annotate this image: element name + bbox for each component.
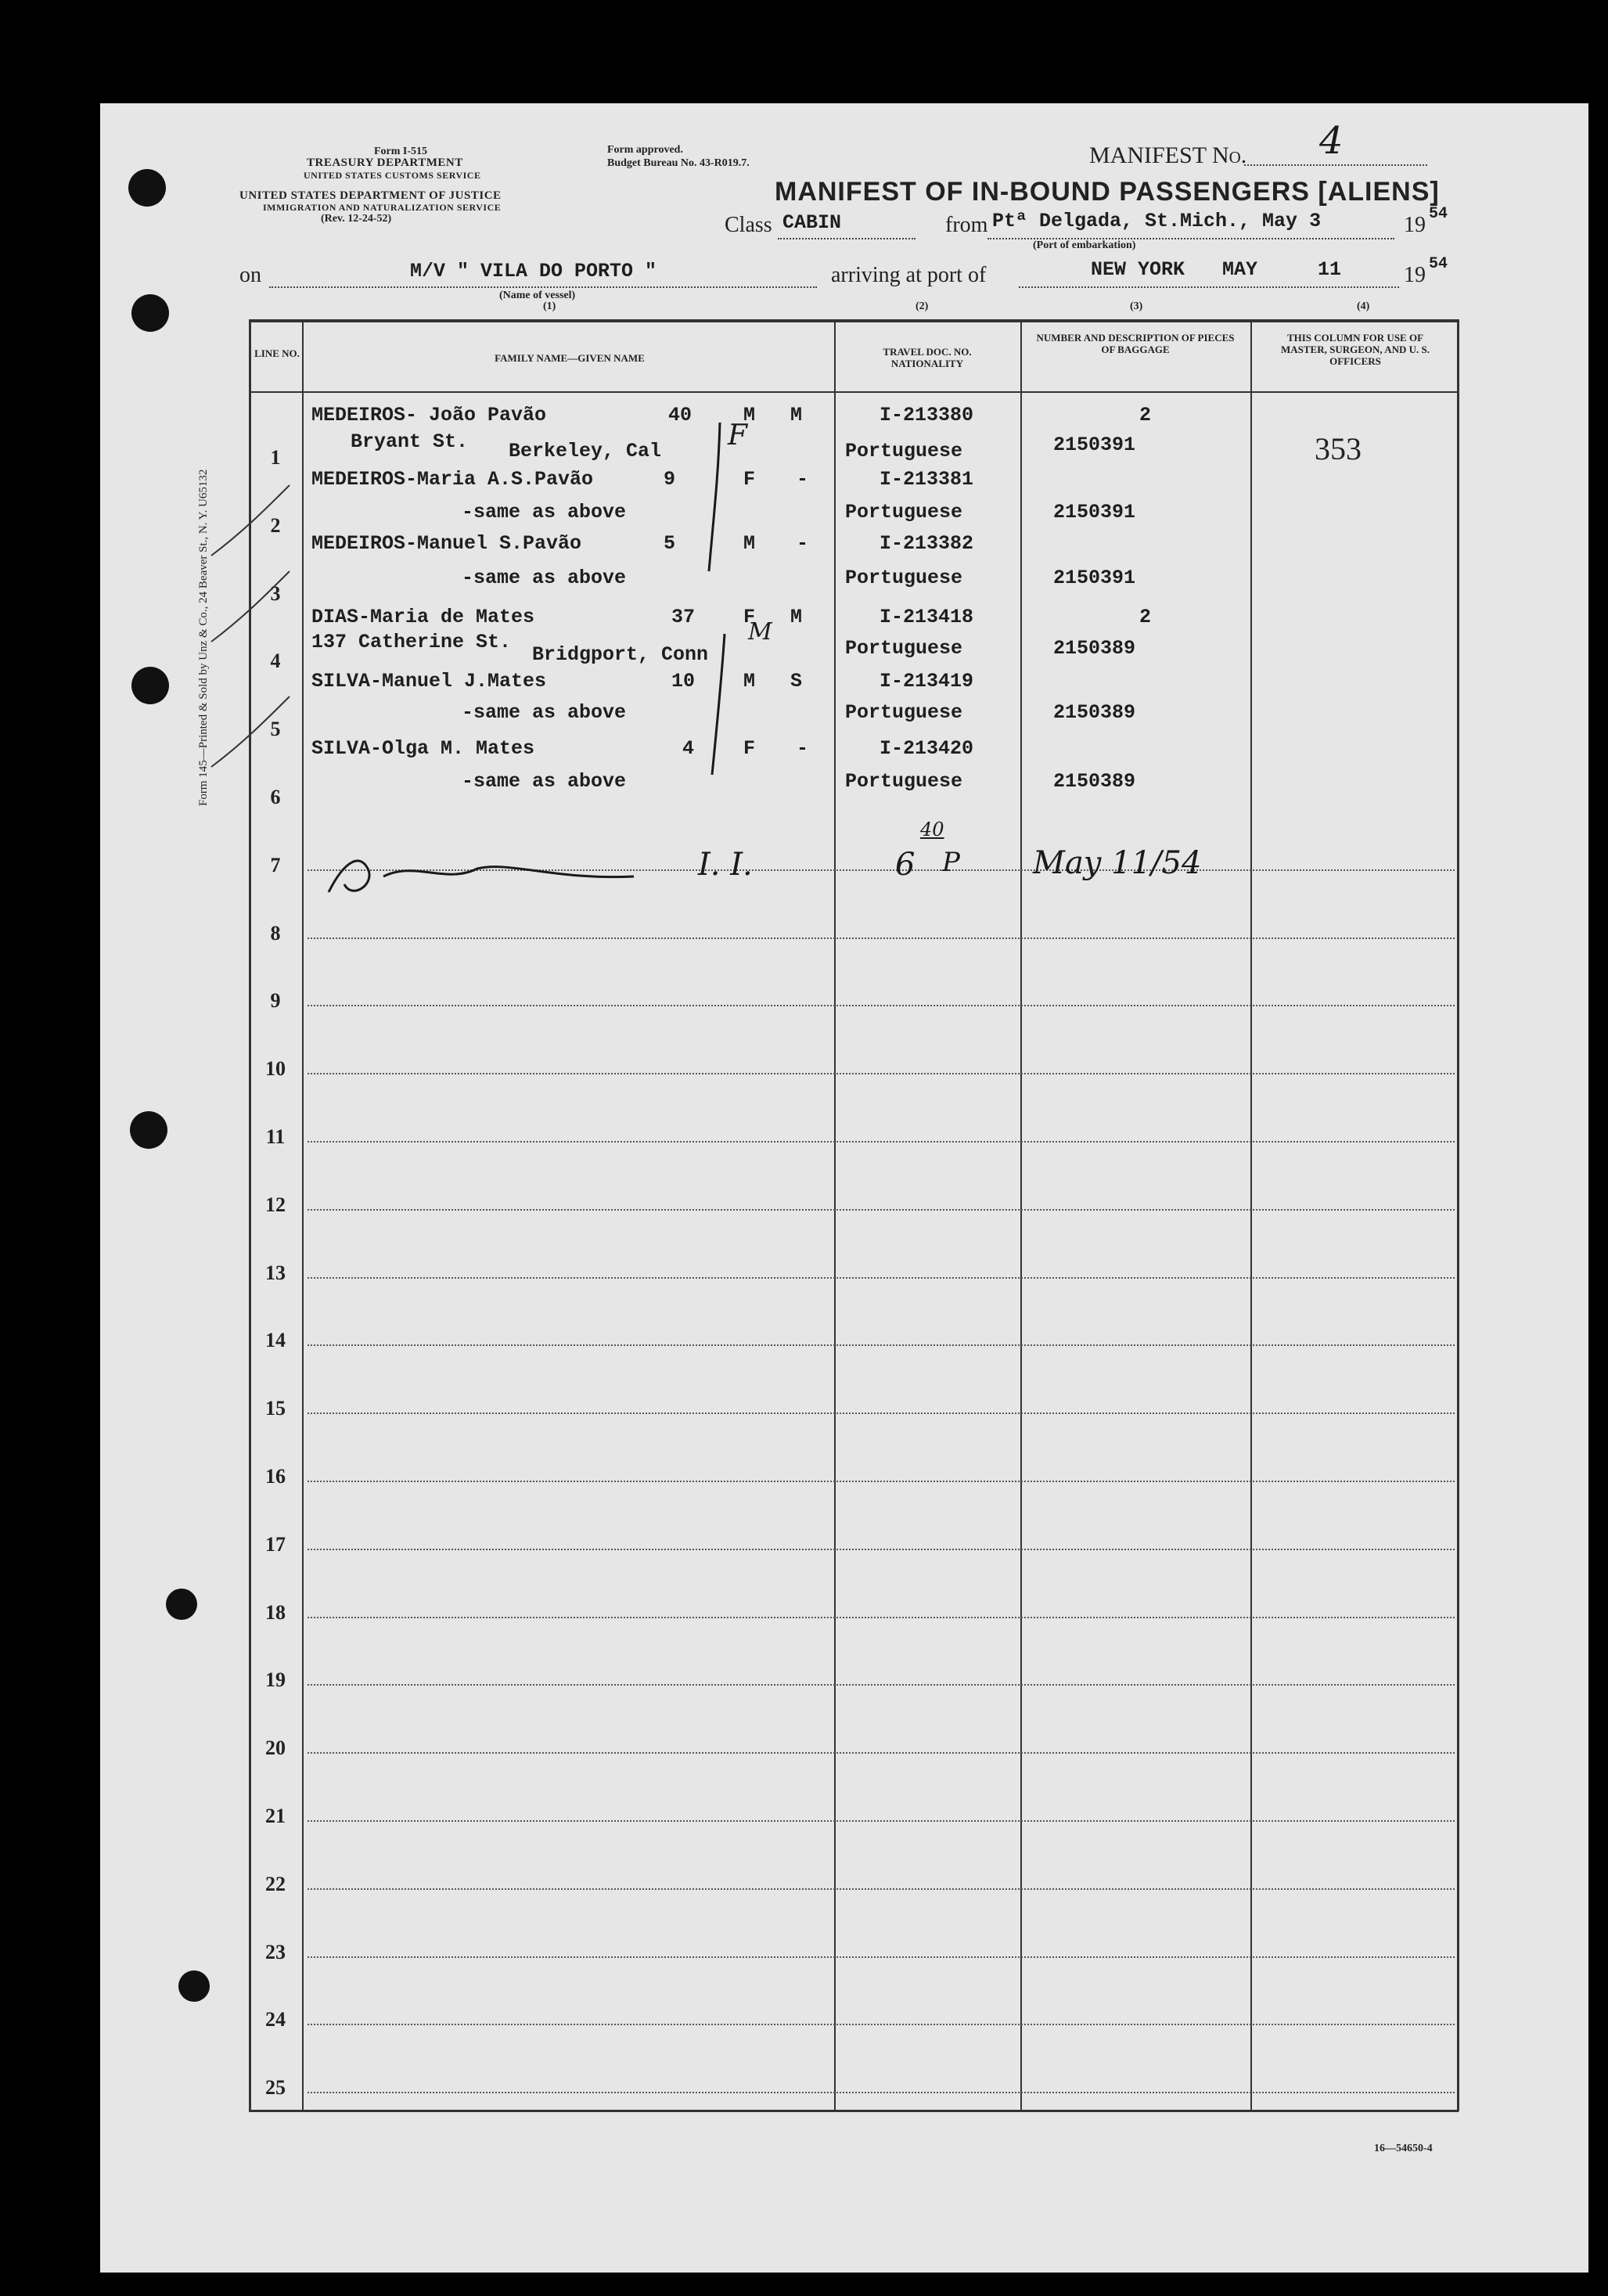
- row-dotted-line: [308, 1549, 1455, 1550]
- margin-check-marks: [203, 438, 297, 798]
- passenger-age: 5: [664, 532, 676, 555]
- passenger-age: 9: [664, 468, 676, 491]
- baggage-pieces: 2: [1139, 606, 1152, 628]
- vessel-name: M/V " VILA DO PORTO ": [410, 260, 657, 283]
- row-dotted-line: [308, 1005, 1455, 1006]
- table-top-border: [249, 319, 1459, 322]
- arrival-time-sup: 40: [920, 819, 944, 840]
- header-name: FAMILY NAME—GIVEN NAME: [495, 352, 645, 364]
- passenger-nationality: Portuguese: [845, 567, 963, 589]
- manifest-no-value: 4: [1319, 119, 1344, 163]
- handwritten-m: M: [748, 618, 772, 646]
- line-number: 25: [265, 2076, 286, 2100]
- passenger-name: MEDEIROS-Manuel S.Pavão: [311, 532, 582, 555]
- handwritten-f: F: [728, 419, 747, 452]
- side-printer-note: Form 145—Printed & Sold by Unz & Co., 24 Beaver St., N. Y. U65132: [197, 469, 210, 806]
- line-number: 21: [265, 1805, 286, 1827]
- justice-dept: UNITED STATES DEPARTMENT OF JUSTICE: [239, 189, 502, 202]
- row-dotted-line: [308, 2024, 1455, 2025]
- passenger-doc: I-213418: [880, 606, 974, 628]
- passenger-sex: M: [743, 404, 756, 426]
- table-bottom-border: [249, 2110, 1459, 2112]
- row-dotted-line: [308, 1277, 1455, 1279]
- table-right-border: [1457, 319, 1459, 2111]
- form-approved: Form approved.: [607, 144, 683, 156]
- line-number: 17: [265, 1532, 286, 1556]
- punch-hole: [166, 1589, 197, 1620]
- arrival-time: 6: [895, 847, 916, 883]
- line-number: 10: [265, 1057, 286, 1081]
- row-dotted-line: [308, 1684, 1455, 1686]
- row-dotted-line: [308, 1141, 1455, 1143]
- col-divider-baggage: [1250, 319, 1252, 2111]
- passenger-age: 40: [668, 404, 692, 426]
- passenger-nationality: Portuguese: [845, 637, 963, 660]
- manifest-title: MANIFEST OF IN-BOUND PASSENGERS [ALIENS]: [775, 177, 1440, 207]
- passenger-nationality: Portuguese: [845, 701, 963, 724]
- col-divider-travel: [1020, 319, 1022, 2111]
- passenger-nationality: Portuguese: [845, 440, 963, 462]
- revision: (Rev. 12-24-52): [321, 213, 392, 225]
- row-dotted-line: [308, 1481, 1455, 1482]
- line-number: 5: [270, 718, 281, 741]
- punch-hole: [130, 1111, 167, 1149]
- signature-initials: I. I.: [698, 847, 753, 883]
- class-line: [778, 238, 916, 239]
- on-label: on: [239, 263, 261, 287]
- passenger-sex: F: [743, 606, 756, 628]
- passenger-address: -same as above: [462, 501, 627, 524]
- vessel-line: [269, 286, 817, 288]
- line-number: 15: [265, 1397, 286, 1420]
- punch-hole: [131, 667, 169, 704]
- col-divider-name: [834, 319, 836, 2111]
- year-prefix-1: 19: [1404, 213, 1426, 237]
- row-dotted-line: [308, 1344, 1455, 1346]
- passenger-address: Bryant St.: [351, 430, 469, 453]
- baggage-number: 2150389: [1053, 701, 1136, 724]
- line-number: 14: [265, 1329, 286, 1352]
- line-number: 22: [265, 1872, 286, 1895]
- arrival-line: [1019, 286, 1399, 288]
- arrival-date: May 11/54: [1033, 845, 1202, 881]
- punch-hole: [178, 1970, 210, 2002]
- customs-service: UNITED STATES CUSTOMS SERVICE: [304, 170, 481, 181]
- arrival-day: 11: [1318, 258, 1342, 281]
- passenger-address: -same as above: [462, 701, 627, 724]
- ins-service: IMMIGRATION AND NATURALIZATION SERVICE: [263, 202, 502, 213]
- passenger-nationality: Portuguese: [845, 770, 963, 793]
- line-number: 18: [265, 1600, 286, 1624]
- line-number: 3: [270, 581, 281, 605]
- passenger-doc: I-213419: [880, 670, 974, 693]
- baggage-number: 2150389: [1053, 770, 1136, 793]
- line-number: 7: [270, 853, 281, 876]
- passenger-sex: M: [743, 670, 756, 693]
- line-number: 1: [270, 446, 281, 469]
- class-label: Class: [725, 213, 772, 237]
- line-number: 23: [265, 1940, 286, 1963]
- col-divider-line: [302, 319, 304, 2111]
- passenger-status: M: [790, 404, 803, 426]
- treasury-dept: TREASURY DEPARTMENT: [307, 157, 463, 169]
- officer-number: 353: [1315, 431, 1362, 466]
- passenger-address: Berkeley, Cal: [509, 440, 662, 462]
- passenger-status: S: [790, 670, 803, 693]
- vessel-note: (Name of vessel): [499, 290, 576, 301]
- baggage-number: 2150391: [1053, 434, 1136, 456]
- passenger-nationality: Portuguese: [845, 501, 963, 524]
- passenger-status: -: [797, 468, 809, 491]
- passenger-name: MEDEIROS- João Pavão: [311, 404, 547, 426]
- passenger-address: -same as above: [462, 567, 627, 589]
- passenger-status: -: [797, 737, 809, 760]
- row-dotted-line: [308, 1752, 1455, 1754]
- line-number: 24: [265, 2008, 286, 2031]
- year-suffix-2: 54: [1429, 255, 1448, 273]
- punch-hole: [131, 294, 169, 332]
- manifest-no-label: MANIFEST No.: [1089, 142, 1247, 168]
- footer-code: 16—54650-4: [1374, 2143, 1433, 2154]
- arrival-month: MAY: [1222, 258, 1258, 281]
- passenger-age: 4: [682, 737, 695, 760]
- arrival-port: NEW YORK: [1091, 258, 1185, 281]
- line-number: 20: [265, 1736, 286, 1760]
- passenger-name: DIAS-Maria de Mates: [311, 606, 535, 628]
- passenger-sex: F: [743, 737, 756, 760]
- baggage-number: 2150391: [1053, 501, 1136, 524]
- line-number: 13: [265, 1261, 286, 1284]
- arriving-label: arriving at port of: [831, 263, 987, 287]
- passenger-doc: I-213380: [880, 404, 974, 426]
- passenger-doc: I-213381: [880, 468, 974, 491]
- passenger-age: 10: [671, 670, 696, 693]
- row-dotted-line: [308, 2092, 1455, 2093]
- form-number: Form I-515: [374, 146, 428, 157]
- header-line-no: LINE NO.: [254, 347, 300, 359]
- header-bottom-border: [249, 391, 1459, 393]
- passenger-status: -: [797, 532, 809, 555]
- line-number: 16: [265, 1465, 286, 1488]
- row-dotted-line: [308, 937, 1455, 939]
- passenger-name: SILVA-Olga M. Mates: [311, 737, 535, 760]
- year-suffix-1: 54: [1429, 205, 1448, 223]
- passenger-sex: M: [743, 532, 756, 555]
- header-baggage: NUMBER AND DESCRIPTION OF PIECES OF BAGGAGE: [1036, 332, 1235, 355]
- line-number: 12: [265, 1193, 286, 1216]
- row-dotted-line: [308, 1956, 1455, 1958]
- passenger-doc: I-213420: [880, 737, 974, 760]
- col-num-2: (2): [916, 300, 929, 312]
- passenger-age: 37: [671, 606, 696, 628]
- passenger-address: 137 Catherine St.: [311, 631, 512, 653]
- year-prefix-2: 19: [1404, 263, 1426, 287]
- line-number: 11: [265, 1125, 286, 1148]
- row-dotted-line: [308, 1888, 1455, 1890]
- row-dotted-line: [308, 1820, 1455, 1822]
- class-value: CABIN: [782, 211, 842, 234]
- col-num-1: (1): [543, 300, 556, 312]
- row-dotted-line: [308, 1073, 1455, 1074]
- baggage-number: 2150391: [1053, 567, 1136, 589]
- passenger-address: -same as above: [462, 770, 627, 793]
- col-num-4: (4): [1357, 300, 1370, 312]
- port-embark-note: (Port of embarkation): [1033, 239, 1136, 251]
- line-number: 4: [270, 650, 281, 673]
- inspector-signature: [321, 845, 649, 908]
- arrival-time-suffix: P: [942, 847, 960, 878]
- passenger-name: SILVA-Manuel J.Mates: [311, 670, 547, 693]
- passenger-name: MEDEIROS-Maria A.S.Pavão: [311, 468, 594, 491]
- header-travel: TRAVEL DOC. NO. NATIONALITY: [883, 346, 972, 369]
- manifest-page: [100, 103, 1588, 2273]
- from-value: Ptª Delgada, St.Mich., May 3: [992, 210, 1322, 232]
- line-number: 6: [270, 786, 281, 808]
- passenger-address: Bridgport, Conn: [532, 643, 709, 666]
- line-number: 9: [270, 989, 281, 1013]
- passenger-sex: F: [743, 468, 756, 491]
- baggage-pieces: 2: [1139, 404, 1152, 426]
- from-label: from: [945, 213, 988, 237]
- row-dotted-line: [308, 1617, 1455, 1618]
- header-officers: THIS COLUMN FOR USE OF MASTER, SURGEON, AND U. S. OFFICERS: [1281, 332, 1430, 367]
- manifest-no-line: [1244, 164, 1427, 166]
- punch-hole: [128, 169, 166, 207]
- passenger-doc: I-213382: [880, 532, 974, 555]
- baggage-number: 2150389: [1053, 637, 1136, 660]
- budget-bureau: Budget Bureau No. 43-R019.7.: [607, 157, 750, 169]
- col-num-3: (3): [1130, 300, 1143, 312]
- line-number: 8: [270, 921, 281, 945]
- passenger-status: M: [790, 606, 803, 628]
- line-number: 2: [270, 513, 281, 537]
- handwritten-brackets: [673, 415, 767, 783]
- line-number: 19: [265, 1668, 286, 1692]
- row-dotted-line: [308, 1209, 1455, 1211]
- row-dotted-line: [308, 1413, 1455, 1414]
